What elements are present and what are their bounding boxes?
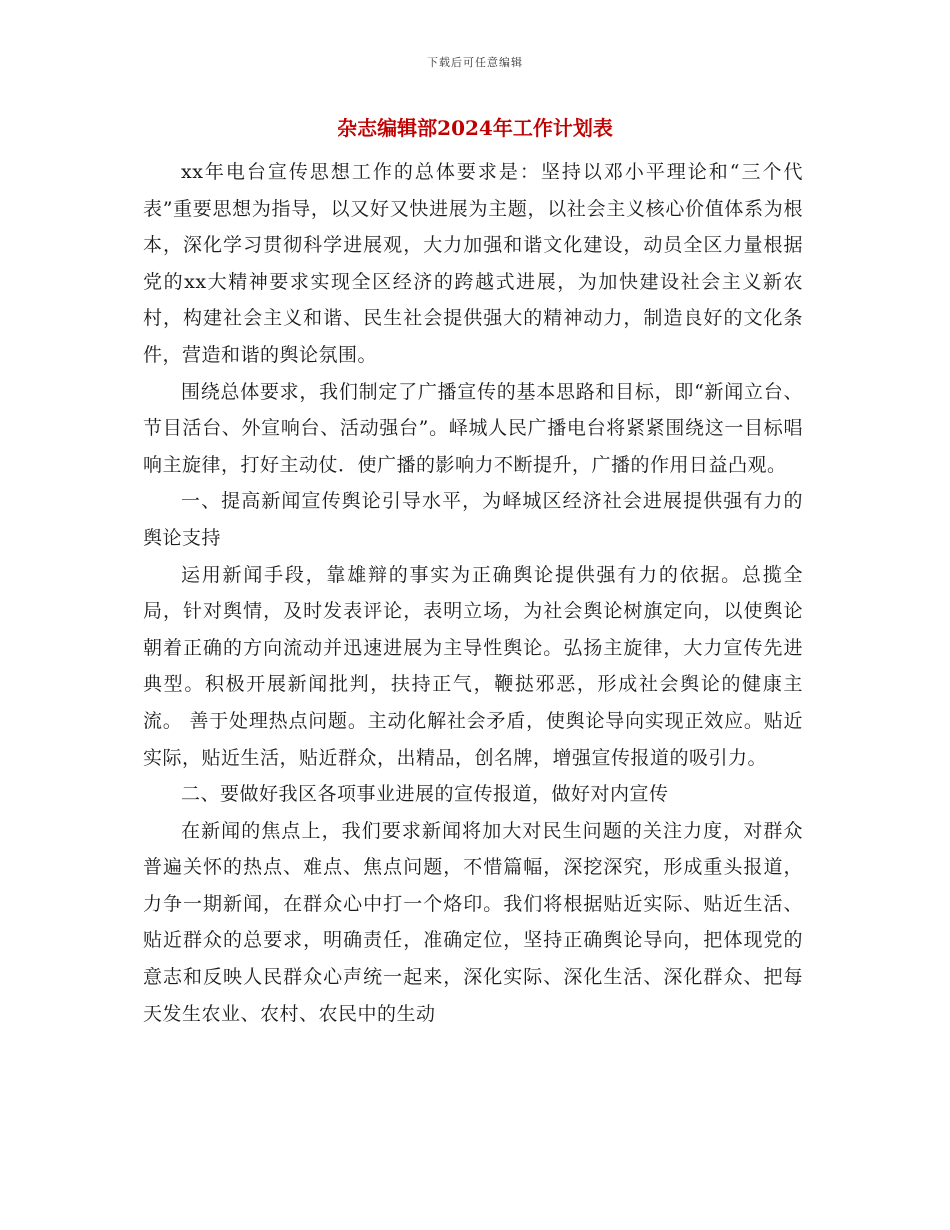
section-heading-1: 一、提高新闻宣传舆论引导水平，为峄城区经济社会进展提供强有力的舆论支持 [143,490,803,549]
paragraph-news-focus: 在新闻的焦点上，我们要求新闻将加大对民生问题的关注力度，对群众普遍关怀的热点、难点、焦点问题，不惜篇幅，深挖深究，形成重头报道，力争一期新闻，在群众心中打一个烙印。我们将根据贴近实际、贴近生活、贴近群众的总要求，明确责任，准确定位，坚持正确舆论导向，把体现党的意志和反映人民群众心声统一起来，深化实际、深化生活、深化群众、把每天发生农业、农村、农民中的生动 [143,819,803,1025]
document-title: 杂志编辑部2024年工作计划表 [337,116,613,140]
document-body [143,154,803,1032]
page-header-note: 下载后可任意编辑 [427,56,523,69]
paragraph-basic-goals: 围绕总体要求，我们制定了广播宣传的基本思路和目标，即“新闻立台、节目活台、外宣响台、活动强台”。峄城人民广播电台将紧紧围绕这一目标唱响主旋律，打好主动仗．使广播的影响力不断提升，广播的作用日益凸观。 [143,380,803,476]
section-heading-2: 二、要做好我区各项事业进展的宣传报道，做好对内宣传 [181,783,669,806]
paragraph-overall-requirements: xx年电台宣传思想工作的总体要求是：坚持以邓小平理论和“三个代表”重要思想为指导，以又好又快进展为主题，以社会主义核心价值体系为根本，深化学习贯彻科学进展观，大力加强和谐文化建设，动员全区力量根据党的xx大精神要求实现全区经济的跨越式进展，为加快建设社会主义新农村，构建社会主义和谐、民生社会提供强大的精神动力，制造良好的文化条件，营造和谐的舆论氛围。 [143,161,803,366]
paragraph-news-guidance: 运用新闻手段，靠雄辩的事实为正确舆论提供强有力的依据。总揽全局，针对舆情，及时发表评论，表明立场，为社会舆论树旗定向，以使舆论朝着正确的方向流动并迅速进展为主导性舆论。弘扬主旋律，大力宣传先进典型。积极开展新闻批判，扶持正气，鞭挞邪恶，形成社会舆论的健康主流。 善于处理热点问题。主动化解社会矛盾，使舆论导向实现正效应。贴近实际，贴近生活，贴近群众，出精品，创名牌，增强宣传报道的吸引力。 [143,563,803,769]
